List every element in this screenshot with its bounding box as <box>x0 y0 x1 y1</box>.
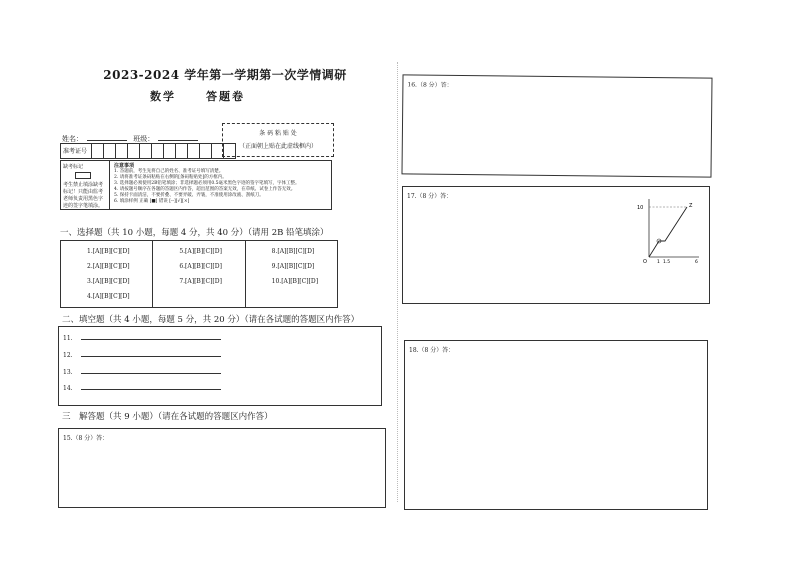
fill-item-number: 14. <box>63 385 73 392</box>
question-18-label: 18.（8 分）答： <box>409 347 455 354</box>
exam-id-label: 准考证号 <box>61 144 92 158</box>
point-label: Z <box>689 203 693 209</box>
exam-subtitle <box>150 88 245 104</box>
id-cell[interactable] <box>92 144 104 158</box>
subject-label: 数学 <box>150 90 176 103</box>
mc-question[interactable]: 5.[A][B][C][D] <box>179 248 222 255</box>
section2-heading: 二、填空题（共 4 小题，每题 5 分，共 20 分）（请在各试题的答题区内作答） <box>62 315 360 325</box>
fill-item-number: 13. <box>63 369 73 376</box>
mc-question[interactable]: 9.[A][B][C][D] <box>271 263 315 270</box>
notes-item: 4. 请按题号顺序在各题的答题区内作答，超出范围的答案无效，在草纸、试卷上作答无效。 <box>114 187 296 192</box>
y-tick-label: 10 <box>637 205 644 211</box>
fill-item <box>63 369 221 376</box>
fill-item <box>63 335 221 342</box>
sticker-hint: （正面朝上贴在此虚线框内） <box>238 143 317 150</box>
answer-area-17[interactable] <box>402 186 710 304</box>
exam-title: 2023-2024 学年第一学期第一次学情调研 <box>103 68 347 82</box>
class-label: 班级： <box>133 135 155 143</box>
class-field[interactable] <box>158 140 198 141</box>
x-tick-label: 1 <box>657 260 660 265</box>
notes-title: 注意事项 <box>114 163 135 169</box>
id-cell[interactable] <box>128 144 140 158</box>
answer-area-18[interactable] <box>404 340 708 510</box>
mc-question[interactable]: 3.[A][B][C][D] <box>87 278 130 285</box>
absence-mark-text: 考生禁止填涂缺考标记！只能由监考老师负责用黑色字迹的签字笔填涂。 <box>63 182 104 209</box>
id-cell[interactable] <box>176 144 188 158</box>
notes-item: 1. 答题前，考生先将自己的姓名、准考证号填写清楚。 <box>114 169 224 174</box>
fill-item-number: 11. <box>63 335 73 342</box>
id-cell[interactable] <box>188 144 200 158</box>
name-label: 姓名： <box>62 135 83 143</box>
id-cell[interactable] <box>140 144 152 158</box>
mc-question[interactable]: 7.[A][B][C][D] <box>179 278 222 285</box>
section3-heading: 三 解答题（共 9 小题）（请在各试题的答题区内作答） <box>62 412 273 422</box>
mc-question[interactable]: 10.[A][B][C][D] <box>271 278 319 285</box>
section1-heading: 一、选择题（共 10 小题，每题 4 分，共 40 分）（请用 2B 铅笔填涂） <box>60 228 329 238</box>
mc-question[interactable]: 1.[A][B][C][D] <box>87 248 130 255</box>
sticker-title: 条 码 粘 贴 处 <box>259 130 297 137</box>
id-cell[interactable] <box>116 144 128 158</box>
answer-area-16[interactable] <box>401 74 712 177</box>
mc-column-1 <box>61 241 153 307</box>
fill-answer-line[interactable] <box>81 389 221 390</box>
absence-mark-box <box>60 160 110 210</box>
absence-mark-title: 缺考标记 <box>63 164 84 170</box>
exam-id-grid <box>60 143 236 159</box>
mc-column-2 <box>153 241 245 307</box>
barcode-sticker-area <box>222 123 334 157</box>
fill-answer-line[interactable] <box>81 339 221 340</box>
notes-item: 6. 填涂样例 正确 [■] 错误 [--][√][×] <box>114 199 190 204</box>
x-tick-label: 1.5 <box>663 260 671 265</box>
origin-label: O <box>643 259 647 265</box>
question-17-label: 17.（8 分）答： <box>407 193 453 200</box>
x-tick-label: 6 <box>695 260 698 265</box>
question-15-label: 15.（8 分）答： <box>63 435 109 442</box>
mc-question[interactable]: 2.[A][B][C][D] <box>87 263 130 270</box>
q17-graph <box>635 195 703 267</box>
fill-item-number: 12. <box>63 352 73 359</box>
id-cell[interactable] <box>164 144 176 158</box>
id-cell[interactable] <box>152 144 164 158</box>
notes-item: 5. 保持卡面清洁，不要折叠、不要弄破、弄皱，不准使用涂改液、刮纸刀。 <box>114 193 264 198</box>
question-16-label: 16.（8 分）答： <box>407 81 453 89</box>
notes-item: 2. 请将准考证条码粘贴在右侧的[条码粘贴处]的方框内。 <box>114 175 227 180</box>
fill-item <box>63 352 221 359</box>
fill-answer-line[interactable] <box>81 373 221 374</box>
mc-question[interactable]: 8.[A][B][C][D] <box>271 248 315 255</box>
mc-question[interactable]: 6.[A][B][C][D] <box>179 263 222 270</box>
absence-mark-bubble[interactable] <box>75 172 91 179</box>
mc-question[interactable]: 4.[A][B][C][D] <box>87 293 130 300</box>
sheet-label: 答题卷 <box>206 90 245 103</box>
fill-answer-line[interactable] <box>81 356 221 357</box>
page-divider <box>397 62 398 502</box>
mc-column-3 <box>246 241 337 307</box>
graph-line <box>649 207 687 257</box>
id-cell[interactable] <box>200 144 212 158</box>
multiple-choice-grid <box>60 240 338 308</box>
name-field[interactable] <box>87 140 127 141</box>
answer-area-15[interactable] <box>58 428 386 508</box>
notes-item: 3. 选择题必须使用2B铅笔填涂；非选择题必须用0.5毫米黑色字迹的签字笔填写，字体工整。 <box>114 181 300 186</box>
id-cell[interactable] <box>104 144 116 158</box>
fill-item <box>63 385 221 392</box>
notes-box <box>110 160 332 210</box>
fill-in-answer-box <box>58 326 382 406</box>
